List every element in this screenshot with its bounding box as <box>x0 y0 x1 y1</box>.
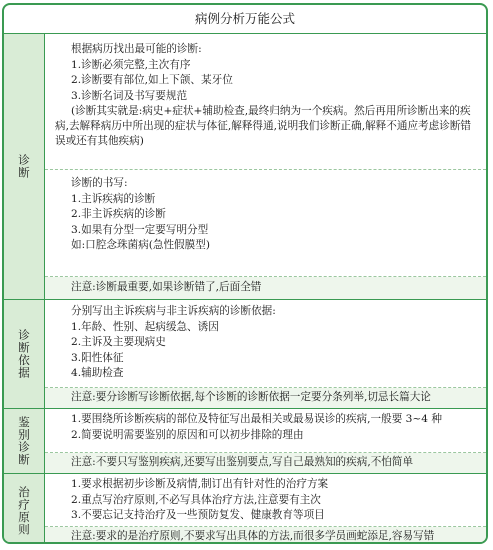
section-label-differential: 鉴别诊断 <box>4 409 45 473</box>
list-item: 1.主诉疾病的诊断 <box>71 192 156 205</box>
table-title: 病例分析万能公式 <box>4 5 486 34</box>
differential-content <box>45 409 486 453</box>
list-item: 2.简要说明需要鉴别的原因和可以初步排除的理由 <box>71 428 304 441</box>
list-item: 1.要求根据初步诊断及病情,制订出有针对性的治疗方案 <box>71 478 329 490</box>
section-diagnosis <box>4 34 486 300</box>
list-item: 2.诊断要有部位,如上下颌、某牙位 <box>71 74 233 87</box>
list-item: 3.阳性体征 <box>71 351 124 364</box>
section-label-basis: 诊断依据 <box>4 300 45 408</box>
list-item: 4.辅助检查 <box>71 367 124 380</box>
basis-content <box>45 300 486 388</box>
section-body-diagnosis <box>45 34 486 299</box>
diagnosis-writing <box>45 170 486 277</box>
section-label-treatment: 治疗原则 <box>4 474 45 544</box>
list-item: 3.如果有分型一定要写明分型 <box>71 223 209 236</box>
list-item: 2.主诉及主要现病史 <box>71 336 166 349</box>
list-item: 1.诊断必须完整,主次有序 <box>71 58 191 71</box>
basis-heading: 分别写出主诉疾病与非主诉疾病的诊断依据: <box>71 305 276 317</box>
treatment-content <box>45 474 486 527</box>
diagnosis-writing-heading: 诊断的书写: <box>71 177 128 189</box>
diagnosis-explanation: (诊断其实就是:病史+症状+辅助检查,最终归纳为一个疾病。然后再用所诊断出来的疾病,去解释病历中所出现的症状与体征,解释得通,说明我们诊断正确,解释不通应考虑诊断错误或还有其他疾病) <box>55 105 472 148</box>
section-treatment <box>4 474 486 544</box>
section-body-treatment <box>45 474 486 544</box>
list-item: 1.年龄、性别、起病缓急、诱因 <box>71 320 219 333</box>
treatment-note: 注意:要求的是治疗原则,不要求写出具体的方法,而很多学员画蛇添足,容易写错 <box>45 527 486 544</box>
list-item: 2.非主诉疾病的诊断 <box>71 208 166 221</box>
list-item: 3.诊断名词及书写要规范 <box>71 89 188 102</box>
section-label-diagnosis: 诊断 <box>4 34 45 299</box>
section-body-basis <box>45 300 486 408</box>
list-item: 2.重点写治疗原则,不必写具体治疗方法,注意要有主次 <box>71 493 321 506</box>
section-differential <box>4 409 486 474</box>
formula-table <box>2 3 488 544</box>
diagnosis-note: 注意:诊断最重要,如果诊断错了,后面全错 <box>45 277 486 299</box>
list-item: 如:口腔念珠菌病(急性假膜型) <box>71 239 210 252</box>
list-item: 3.不要忘记支持治疗及一些预防复发、健康教育等项目 <box>71 509 325 522</box>
list-item: 1.要围绕所诊断疾病的部位及特征写出最相关或最易误诊的疾病,一般要 3~4 种 <box>71 413 442 425</box>
diagnosis-principles <box>45 34 486 170</box>
basis-note: 注意:要分诊断写诊断依据,每个诊断的诊断依据一定要分条列举,切忌长篇大论 <box>45 388 486 408</box>
section-basis <box>4 300 486 409</box>
section-body-differential <box>45 409 486 473</box>
diagnosis-principles-heading: 根据病历找出最可能的诊断: <box>71 43 202 55</box>
differential-note: 注意:不要只写鉴别疾病,还要写出鉴别要点,写自己最熟知的疾病,不怕简单 <box>45 453 486 473</box>
